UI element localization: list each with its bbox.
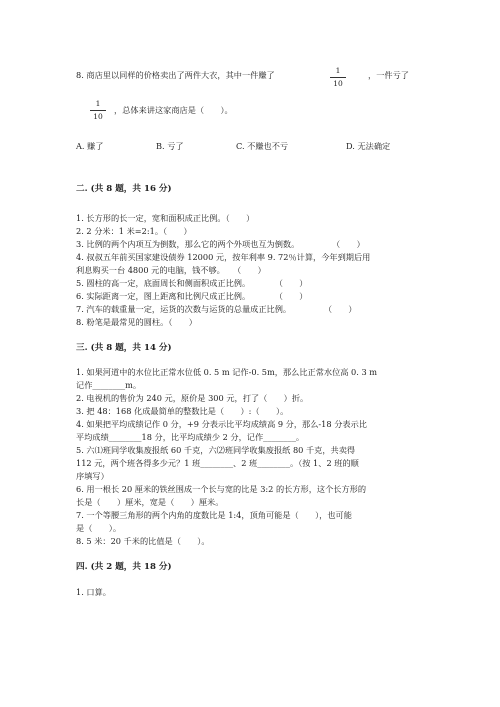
section-2-title: 二. (共 8 题，共 16 分) [76,184,172,194]
fraction-denominator: 10 [333,78,343,88]
q8-text-part2: ，一件亏了 [368,70,409,80]
s2-item-7: 7. 汽车的载重量一定，运货的次数与运货的总量成正比例。 （ ） [76,304,357,314]
s3-item-1-line2: 记作________m。 [76,380,142,390]
s3-item-1-line1: 1. 如果河道中的水位比正常水位低 0. 5 m 记作-0. 5m，那么比正常水位高 0. 3 m [76,367,378,377]
s2-item-8: 8. 粉笔是最常见的圆柱。（ ） [76,317,197,327]
fraction-one-tenth-2 [89,100,107,120]
s2-item-4-line1: 4. 叔叔五年前买国家建设债券 12000 元，按年利率 9. 72％计算，今年到期后用 [76,252,371,262]
section-4-title: 四. (共 2 题，共 18 分) [76,562,172,572]
option-b: B. 亏了 [156,141,184,151]
fraction-numerator: 1 [335,66,341,75]
s4-item-1: 1. 口算。 [76,587,111,597]
option-c: C. 不赚也不亏 [236,141,289,151]
s2-item-2: 2. 2 分米：1 米=2:1。（ ） [76,226,192,236]
q8-text-part1: 8. 商店里以同样的价格卖出了两件大衣，其中一件赚了 [76,70,275,80]
s3-item-5-line3: 序填写） [76,471,109,481]
s3-item-6-line2: 长是（ ）厘米，宽是（ ）厘米。 [76,497,224,507]
s2-item-1: 1. 长方形的长一定，宽和面积成正比例。（ ） [76,213,255,223]
s3-item-7-line2: 是（ ）。 [76,523,122,533]
fraction-one-tenth [329,67,347,87]
s3-item-5-line2: 112 元，两个班各得多少元？1 班________、2 班________。（按 1、2 班的顺 [76,458,359,468]
section-3-title: 三. (共 8 题，共 14 分) [76,343,172,353]
s3-item-8: 8. 5 米：20 千米的比值是（ ）。 [76,536,210,546]
fraction-denominator: 10 [93,111,103,121]
option-a: A. 赚了 [76,141,104,151]
s3-item-7-line1: 7. 一个等腰三角形的两个内角的度数比是 1:4，顶角可能是（ ），也可能 [76,510,352,520]
s3-item-3: 3. 把 48：168 化成最简单的整数比是（ ）:（ ）。 [76,406,289,416]
s3-item-2: 2. 电视机的售价为 240 元，原价是 300 元，打了（ ）折。 [76,393,309,403]
s3-item-4-line1: 4. 如果把平均成绩记作 0 分，+9 分表示比平均成绩高 9 分，那么-18 分表示比 [76,419,367,429]
option-d: D. 无法确定 [346,141,391,151]
s3-item-6-line1: 6. 用一根长 20 厘米的铁丝围成一个长与宽的比是 3:2 的长方形，这个长方形的 [76,484,367,494]
s2-item-3: 3. 比例的两个内项互为倒数，那么它的两个外项也互为倒数。 （ ） [76,239,365,249]
s3-item-4-line2: 平均成绩________18 分，比平均成绩少 2 分，记作________。 [76,432,305,442]
s2-item-5: 5. 圆柱的高一定，底面周长和侧面积成正比例。 （ ） [76,278,308,288]
fraction-numerator: 1 [95,99,101,108]
s2-item-4-line2: 利息购买一台 4800 元的电脑，钱不够。 （ ） [76,265,266,275]
s2-item-6: 6. 实际距离一定，图上距离和比例尺成正比例。 （ ） [76,291,308,301]
s3-item-5-line1: 5. 六⑴班同学收集废报纸 60 千克，六⑵班同学收集废报纸 80 千克，共卖得 [76,445,356,455]
q8-text-part3: ，总体来讲这家商店是（ ）。 [114,105,233,115]
